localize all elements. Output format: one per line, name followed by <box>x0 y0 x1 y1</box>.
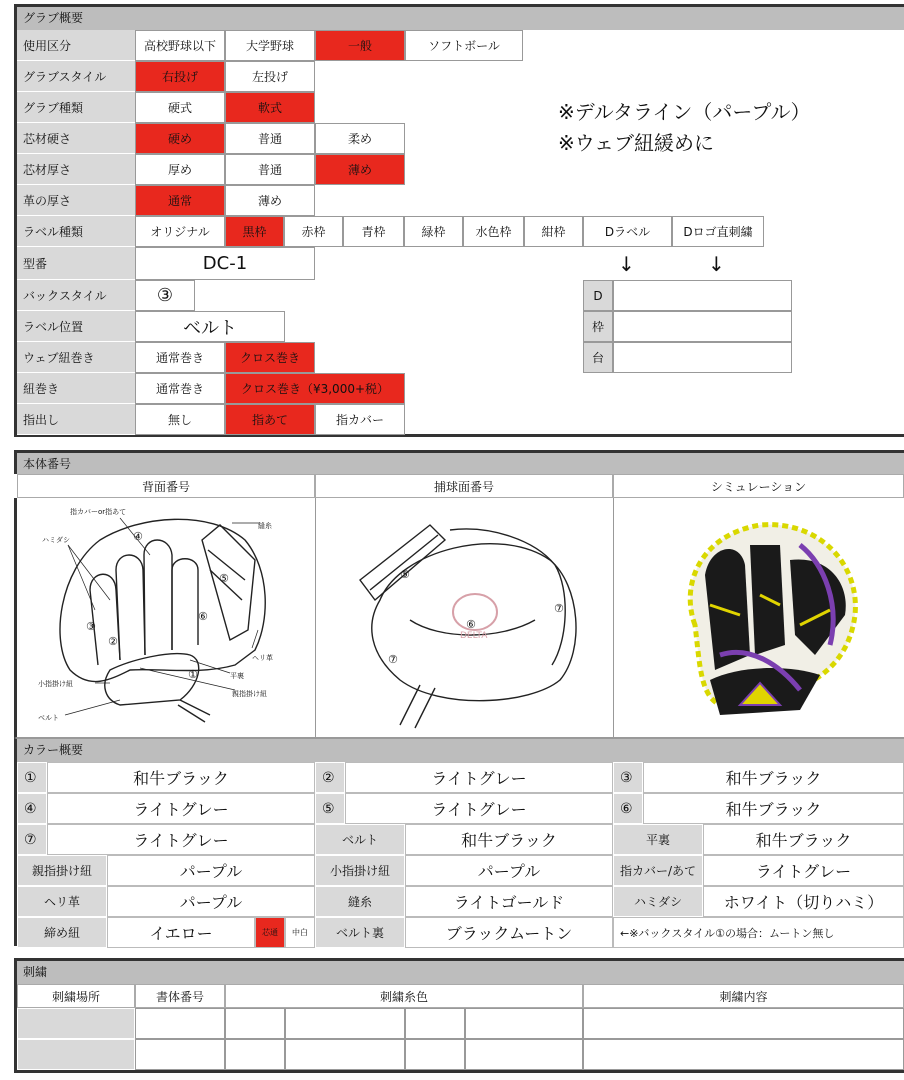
callout-hamidashi: ハミダシ <box>42 536 70 544</box>
kind-label: グラブ種類 <box>17 92 135 123</box>
divider-1 <box>315 498 316 738</box>
color-num-5: ⑤ <box>315 793 345 824</box>
core-thick-opt-thick[interactable]: 厚め <box>135 154 225 185</box>
emb-row2-content[interactable] <box>583 1039 904 1070</box>
color-value-hiraura[interactable]: 和牛ブラック <box>703 824 904 855</box>
web-lace-label: ウェブ紐巻き <box>17 342 135 373</box>
emb-row1-color-b[interactable] <box>285 1008 405 1039</box>
style-opt-left[interactable]: 左投げ <box>225 61 315 92</box>
color-value-finger-cover[interactable]: ライトグレー <box>703 855 904 886</box>
leather-label: 革の厚さ <box>17 185 135 216</box>
finger-opt-cover[interactable]: 指カバー <box>315 404 405 435</box>
kind-opt-soft[interactable]: 軟式 <box>225 92 315 123</box>
emb-col-place: 刺繍場所 <box>17 984 135 1008</box>
usage-opt-softball[interactable]: ソフトボール <box>405 30 523 61</box>
mini-table-base-value[interactable] <box>613 342 792 373</box>
color-label-pinky-lace: 小指掛け紐 <box>315 855 405 886</box>
emb-row2-font[interactable] <box>135 1039 225 1070</box>
color-label-hiraura: 平裏 <box>613 824 703 855</box>
back-num-2: ② <box>108 635 118 648</box>
color-value-7[interactable]: ライトグレー <box>47 824 315 855</box>
palm-glove-diagram <box>320 500 610 734</box>
divider-2 <box>613 498 614 738</box>
color-value-5[interactable]: ライトグレー <box>345 793 613 824</box>
label-pos-value[interactable]: ベルト <box>135 311 285 342</box>
color-value-4[interactable]: ライトグレー <box>47 793 315 824</box>
mini-table-base-label: 台 <box>583 342 613 373</box>
emb-col-content: 刺繍内容 <box>583 984 904 1008</box>
back-num-5: ⑤ <box>219 572 229 585</box>
embroidery-bottom-line <box>14 1070 904 1073</box>
emb-row1-place[interactable] <box>17 1008 135 1039</box>
callout-belt: ベルト <box>38 714 59 722</box>
note-delta-line: ※デルタライン（パープル） <box>558 100 811 124</box>
emb-row1-content[interactable] <box>583 1008 904 1039</box>
color-value-3[interactable]: 和牛ブラック <box>643 762 904 793</box>
col-back-number: 背面番号 <box>17 474 315 498</box>
color-value-heri[interactable]: パープル <box>107 886 315 917</box>
finger-opt-none[interactable]: 無し <box>135 404 225 435</box>
color-value-1[interactable]: 和牛ブラック <box>47 762 315 793</box>
color-value-thumb-lace[interactable]: パープル <box>107 855 315 886</box>
mini-table-d-value[interactable] <box>613 280 792 311</box>
color-value-belt[interactable]: 和牛ブラック <box>405 824 613 855</box>
emb-row1-font[interactable] <box>135 1008 225 1039</box>
col-simulation: シミュレーション <box>613 474 904 498</box>
label-opt-red[interactable]: 赤枠 <box>284 216 343 247</box>
overview-header: グラブ概要 <box>14 4 904 30</box>
note-web-lace: ※ウェブ紐緩めに <box>558 131 714 155</box>
label-opt-d-label[interactable]: Dラベル <box>583 216 672 247</box>
callout-thumb-lace: 親指掛け紐 <box>232 690 267 698</box>
emb-row2-color-a[interactable] <box>225 1039 285 1070</box>
core-hard-opt-hard[interactable]: 硬め <box>135 123 225 154</box>
color-value-hamidashi[interactable]: ホワイト（切りハミ） <box>703 886 904 917</box>
style-opt-right[interactable]: 右投げ <box>135 61 225 92</box>
color-label-heri: ヘリ革 <box>17 886 107 917</box>
body-number-header: 本体番号 <box>14 450 904 474</box>
emb-col-font: 書体番号 <box>135 984 225 1008</box>
lace-label: 紐巻き <box>17 373 135 404</box>
callout-pinky-lace: 小指掛け紐 <box>38 680 73 688</box>
finger-opt-pad[interactable]: 指あて <box>225 404 315 435</box>
usage-opt-university[interactable]: 大学野球 <box>225 30 315 61</box>
emb-row2-place[interactable] <box>17 1039 135 1070</box>
callout-hiraura: 平裏 <box>230 672 244 680</box>
color-label-belt-back: ベルト裏 <box>315 917 405 948</box>
lace-opt-cross[interactable]: クロス巻き（¥3,000+税） <box>225 373 405 404</box>
core-thick-opt-normal[interactable]: 普通 <box>225 154 315 185</box>
lace-opt-through[interactable]: 芯通 <box>255 917 285 948</box>
color-label-finger-cover: 指カバー/あて <box>613 855 703 886</box>
color-label-thumb-lace: 親指掛け紐 <box>17 855 107 886</box>
color-num-7: ⑦ <box>17 824 47 855</box>
web-lace-opt-cross[interactable]: クロス巻き <box>225 342 315 373</box>
back-num-1: ① <box>188 668 198 681</box>
back-num-6: ⑥ <box>198 610 208 623</box>
col-palm-number: 捕球面番号 <box>315 474 613 498</box>
emb-row2-color-d[interactable] <box>465 1039 583 1070</box>
color-value-6[interactable]: 和牛ブラック <box>643 793 904 824</box>
finger-label: 指出し <box>17 404 135 435</box>
label-opt-original[interactable]: オリジナル <box>135 216 225 247</box>
kind-opt-hard[interactable]: 硬式 <box>135 92 225 123</box>
usage-opt-highschool[interactable]: 高校野球以下 <box>135 30 225 61</box>
color-value-lace[interactable]: イエロー <box>107 917 255 948</box>
palm-num-6: ⑥ <box>466 618 476 631</box>
callout-heri: ヘリ革 <box>252 654 273 662</box>
emb-row1-color-d[interactable] <box>465 1008 583 1039</box>
belt-back-note: ←※バックスタイル①の場合：ムートン無し <box>613 917 904 948</box>
color-label-thread: 縫糸 <box>315 886 405 917</box>
back-value[interactable]: ③ <box>135 280 195 311</box>
label-opt-d-logo[interactable]: Dロゴ直刺繍 <box>672 216 764 247</box>
color-label-belt: ベルト <box>315 824 405 855</box>
core-hard-opt-normal[interactable]: 普通 <box>225 123 315 154</box>
color-num-4: ④ <box>17 793 47 824</box>
emb-row1-color-a[interactable] <box>225 1008 285 1039</box>
arrow-d-logo: ↓ <box>708 252 725 276</box>
back-num-3: ③ <box>86 620 96 633</box>
color-value-thread[interactable]: ライトゴールド <box>405 886 613 917</box>
core-thick-label: 芯材厚さ <box>17 154 135 185</box>
color-num-3: ③ <box>613 762 643 793</box>
mini-table-frame-value[interactable] <box>613 311 792 342</box>
core-hard-label: 芯材硬さ <box>17 123 135 154</box>
color-label-hamidashi: ハミダシ <box>613 886 703 917</box>
label-pos-label: ラベル位置 <box>17 311 135 342</box>
back-label: バックスタイル <box>17 280 135 311</box>
emb-row2-color-b[interactable] <box>285 1039 405 1070</box>
label-opt-black[interactable]: 黒枠 <box>225 216 284 247</box>
emb-col-color: 刺繍糸色 <box>225 984 583 1008</box>
glove-simulation-image <box>650 505 880 730</box>
color-num-2: ② <box>315 762 345 793</box>
color-value-belt-back[interactable]: ブラックムートン <box>405 917 613 948</box>
palm-num-5: ⑤ <box>400 568 410 581</box>
leather-opt-thin[interactable]: 薄め <box>225 185 315 216</box>
emb-row1-color-c[interactable] <box>405 1008 465 1039</box>
color-value-pinky-lace[interactable]: パープル <box>405 855 613 886</box>
callout-thread: 縫糸 <box>258 522 272 530</box>
color-header: カラー概要 <box>14 738 904 762</box>
style-label: グラブスタイル <box>17 61 135 92</box>
embroidery-header: 刺繍 <box>14 958 904 984</box>
usage-label: 使用区分 <box>17 30 135 61</box>
emb-row2-color-c[interactable] <box>405 1039 465 1070</box>
palm-logo-text: DELTA <box>460 631 488 641</box>
color-label-lace: 締め紐 <box>17 917 107 948</box>
arrow-d-label: ↓ <box>618 252 635 276</box>
core-thick-opt-thin[interactable]: 薄め <box>315 154 405 185</box>
callout-finger-cover: 指カバーor指あて <box>70 508 127 516</box>
color-num-1: ① <box>17 762 47 793</box>
mini-table-frame-label: 枠 <box>583 311 613 342</box>
label-opt-green[interactable]: 緑枠 <box>404 216 463 247</box>
label-opt-lightblue[interactable]: 水色枠 <box>463 216 524 247</box>
usage-opt-general[interactable]: 一般 <box>315 30 405 61</box>
leather-opt-normal[interactable]: 通常 <box>135 185 225 216</box>
label-opt-navy[interactable]: 紺枠 <box>524 216 583 247</box>
color-num-6: ⑥ <box>613 793 643 824</box>
back-glove-diagram <box>20 500 312 734</box>
model-label: 型番 <box>17 247 135 280</box>
web-lace-opt-normal[interactable]: 通常巻き <box>135 342 225 373</box>
color-value-2[interactable]: ライトグレー <box>345 762 613 793</box>
label-kind-label: ラベル種類 <box>17 216 135 247</box>
palm-num-7b: ⑦ <box>388 653 398 666</box>
lace-opt-normal[interactable]: 通常巻き <box>135 373 225 404</box>
model-value[interactable]: DC-1 <box>135 247 315 280</box>
mini-table-d-label: D <box>583 280 613 311</box>
label-opt-blue[interactable]: 青枠 <box>343 216 404 247</box>
back-num-4: ④ <box>133 530 143 543</box>
lace-opt-white-core[interactable]: 中白 <box>285 917 315 948</box>
palm-num-7a: ⑦ <box>554 602 564 615</box>
core-hard-opt-soft[interactable]: 柔め <box>315 123 405 154</box>
